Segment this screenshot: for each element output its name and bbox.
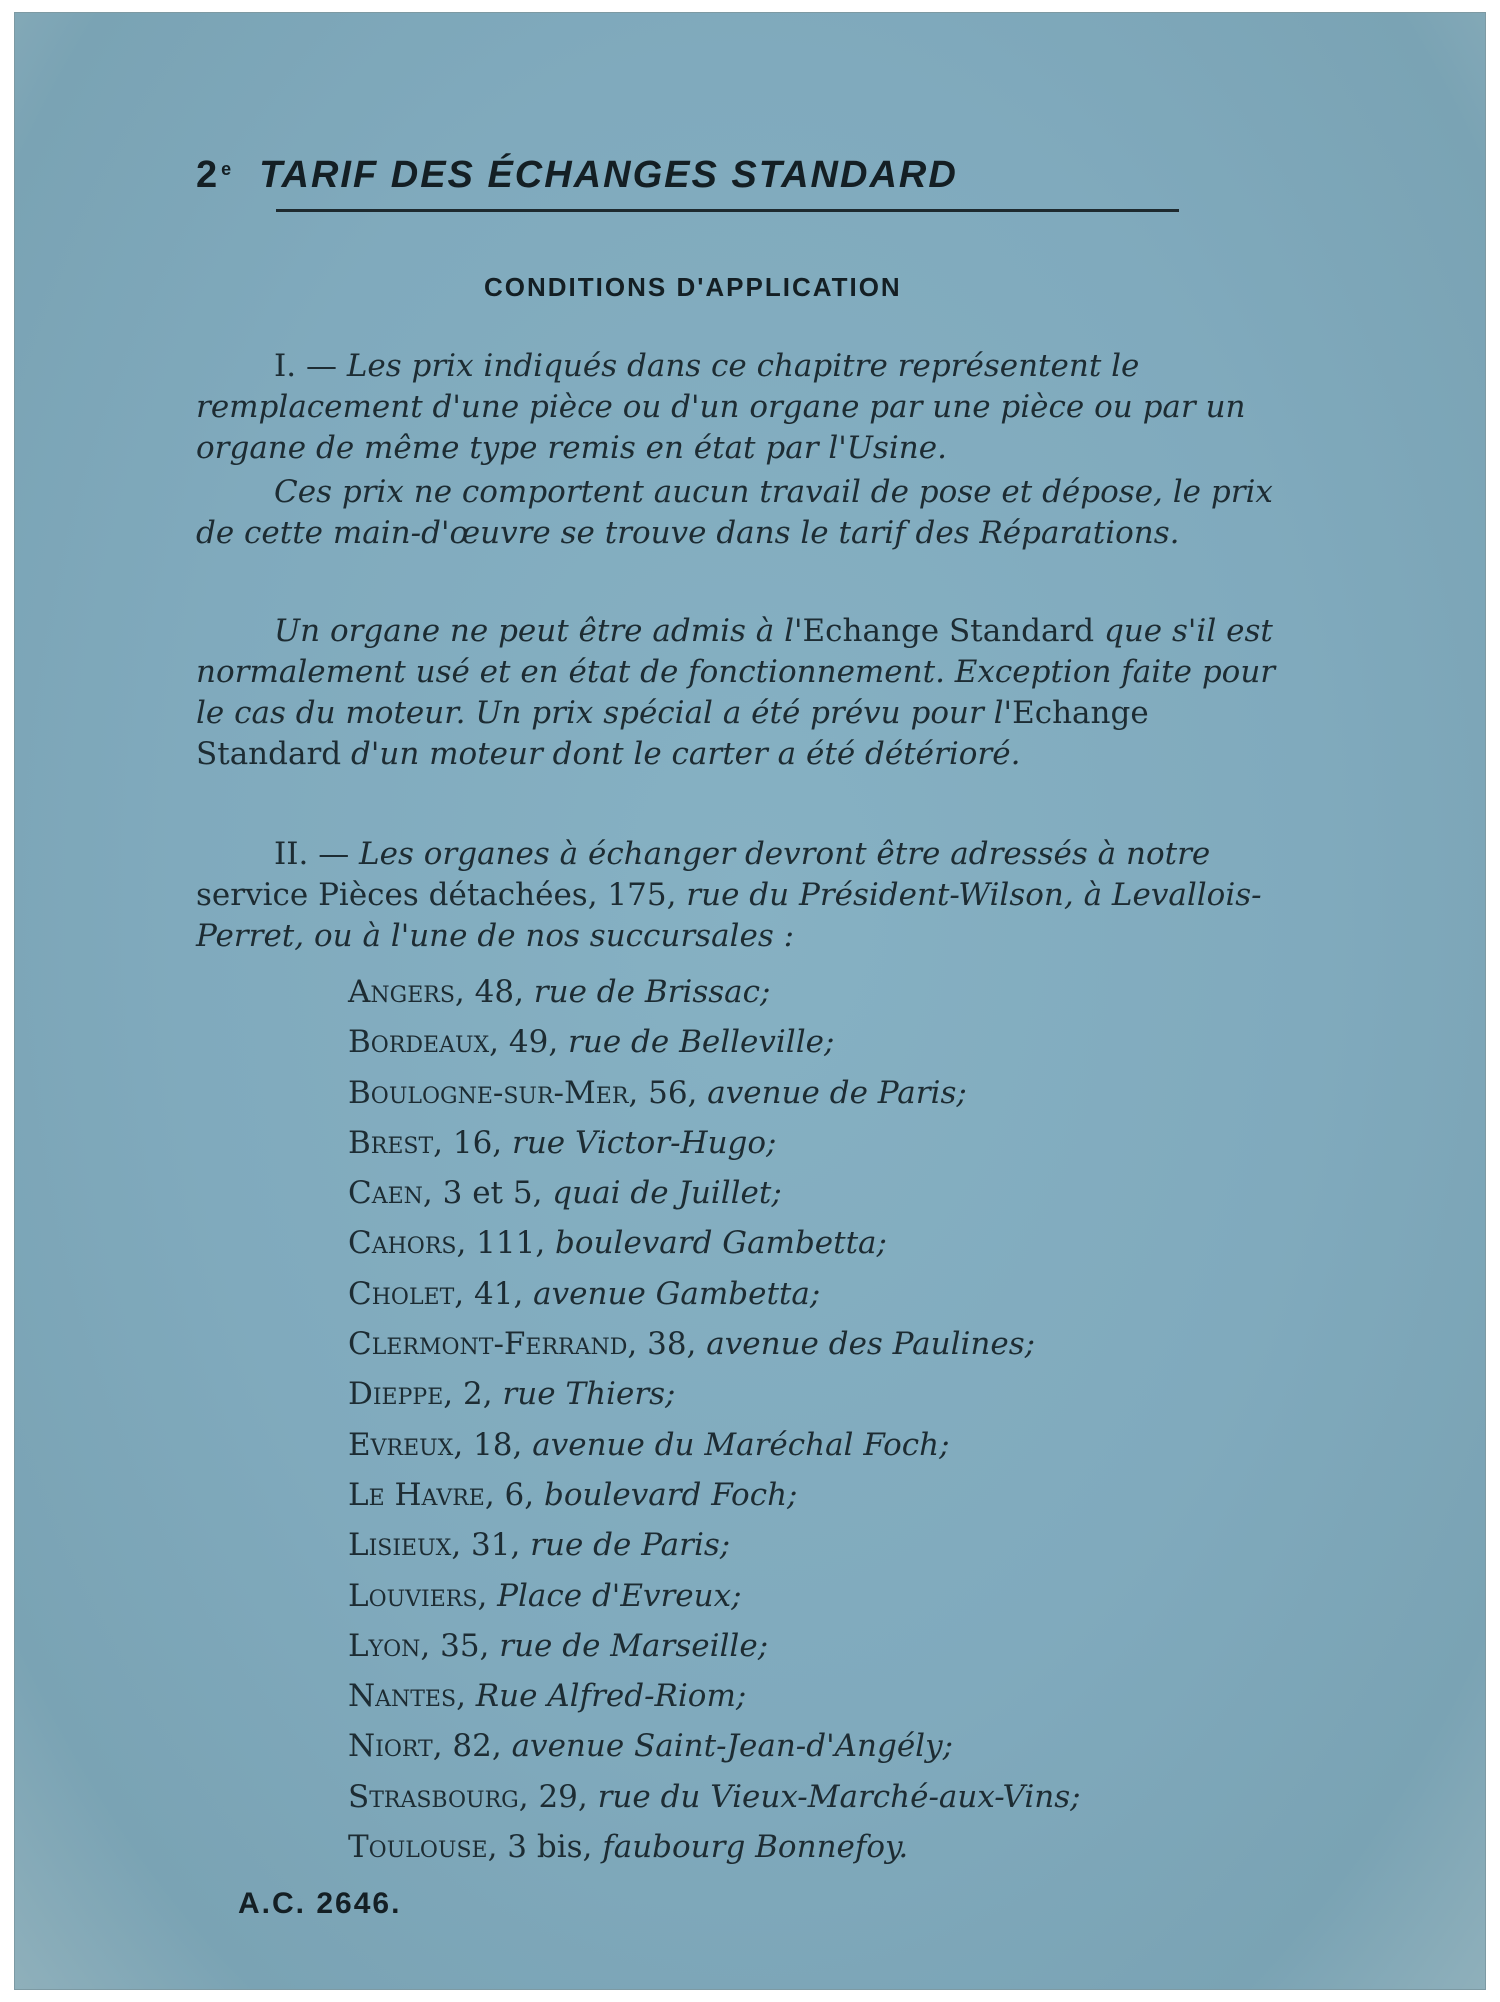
paragraph-3-text-b: Echange Standard xyxy=(802,613,1095,649)
branch-street: Rue Alfred-Riom; xyxy=(465,1678,747,1715)
branch-street: rue de Marseille; xyxy=(489,1627,769,1664)
paragraph-3-text-c: que s'il est normalement usé et en état de fonctionnement. Exception faite pour le cas du moteur. Un prix spécial a été prévu pour l' xyxy=(196,613,1276,731)
branch-item xyxy=(348,1218,1081,1268)
paragraph-1 xyxy=(196,346,1296,469)
branch-city: Cholet xyxy=(348,1275,455,1312)
title-underline xyxy=(276,209,1179,212)
branch-street: rue Victor-Hugo; xyxy=(502,1124,777,1161)
branch-number: , 41, xyxy=(454,1275,524,1312)
branch-city: Cahors xyxy=(348,1225,457,1262)
branch-street: boulevard Gambetta; xyxy=(545,1225,887,1262)
branch-city: Brest xyxy=(348,1124,434,1161)
branch-item xyxy=(348,1621,1081,1671)
branch-city: Angers xyxy=(348,974,455,1010)
branch-number: , 29, xyxy=(518,1778,588,1815)
branch-number: , 6, xyxy=(484,1476,535,1513)
branch-street: rue Thiers; xyxy=(492,1376,676,1413)
branch-item xyxy=(348,1420,1081,1470)
branch-item xyxy=(348,967,1081,1017)
paragraph-3 xyxy=(196,611,1296,775)
branch-street: avenue Gambetta; xyxy=(523,1275,821,1312)
branch-item xyxy=(348,1269,1081,1319)
branch-city: Strasbourg xyxy=(348,1778,519,1815)
branch-number: , 56, xyxy=(628,1074,698,1111)
branch-number: , 48, xyxy=(454,974,524,1010)
branch-street: faubourg Bonnefoy. xyxy=(592,1829,909,1866)
branch-number: , 3 bis, xyxy=(487,1829,593,1866)
branch-street: rue de Brissac; xyxy=(523,974,771,1010)
branch-item xyxy=(348,1068,1081,1118)
subtitle: CONDITIONS D'APPLICATION xyxy=(484,272,902,302)
branch-number: , 16, xyxy=(433,1124,503,1161)
page-title xyxy=(196,154,958,197)
section-number: 2 $^e$ xyxy=(196,154,234,196)
branch-street: avenue des Paulines; xyxy=(696,1326,1036,1363)
branch-number: , 35, xyxy=(420,1627,490,1664)
branch-number: , 18, xyxy=(453,1426,523,1463)
paragraph-2-text: Ces prix ne comportent aucun travail de pose et dépose, le prix de cette main-d'œuvre se trouve dans le tarif des Réparations. xyxy=(196,474,1273,551)
branch-item xyxy=(348,1168,1081,1218)
branch-item xyxy=(348,1571,1081,1621)
branch-street: avenue de Paris; xyxy=(697,1074,967,1111)
branch-city: Bordeaux xyxy=(348,1024,490,1061)
branch-street: avenue Saint-Jean-d'Angély; xyxy=(501,1728,954,1765)
branch-number: , 2, xyxy=(443,1376,493,1413)
paragraph-2 xyxy=(196,472,1296,554)
branch-street: rue de Belleville; xyxy=(558,1024,835,1061)
document-page xyxy=(14,12,1486,1990)
paragraph-4-text-b: service Pièces détachées, 175, xyxy=(196,877,677,913)
branch-street: rue du Vieux-Marché-aux-Vins; xyxy=(587,1778,1081,1815)
branch-street: rue de Paris; xyxy=(520,1527,731,1564)
branch-item xyxy=(348,1319,1081,1369)
branch-street: Place d'Evreux; xyxy=(487,1577,742,1614)
branch-city: Le Havre xyxy=(348,1476,485,1513)
branch-item xyxy=(348,1772,1081,1822)
branch-item xyxy=(348,1721,1081,1771)
branch-city: Boulogne-sur-Mer xyxy=(348,1074,629,1111)
paragraph-3-text-e: d'un moteur dont le carter a été détérioré. xyxy=(341,736,1021,772)
branch-number: , 3 et 5, xyxy=(422,1175,543,1212)
branch-city: Louviers xyxy=(348,1577,478,1614)
paragraph-3-text-d: Echange Standard xyxy=(196,695,1149,772)
branch-number: , 82, xyxy=(432,1728,502,1765)
branch-item xyxy=(348,1470,1081,1520)
branch-city: Nantes xyxy=(348,1678,457,1715)
branch-city: Lisieux xyxy=(348,1527,452,1564)
branch-number: , xyxy=(477,1577,488,1614)
paragraph-4-text-c: rue du Président-Wilson, à Levallois-Perret, ou à l'une de nos succursales : xyxy=(196,877,1262,954)
branch-city: Dieppe xyxy=(348,1376,444,1413)
paragraph-4 xyxy=(196,834,1296,957)
branch-number: , 49, xyxy=(489,1024,559,1061)
branch-item xyxy=(348,1118,1081,1168)
branch-city: Niort xyxy=(348,1728,433,1765)
branch-street: quai de Juillet; xyxy=(542,1175,782,1212)
branch-item xyxy=(348,1822,1081,1872)
branch-city: Clermont-Ferrand xyxy=(348,1326,628,1363)
branch-number: , 111, xyxy=(456,1225,546,1262)
branch-item xyxy=(348,1369,1081,1419)
document-reference: A.C. 2646. xyxy=(238,1887,402,1920)
paragraph-1-text: Les prix indiqués dans ce chapitre représentent le remplacement d'une pièce ou d'un organe par une pièce ou par un organe de même type remis en état par l'Usine. xyxy=(196,348,1246,466)
branch-number: , 31, xyxy=(451,1527,521,1564)
branch-item xyxy=(348,1017,1081,1067)
paragraph-3-text-a: Un organe ne peut être admis à l' xyxy=(274,613,803,649)
branch-number: , 38, xyxy=(627,1326,697,1363)
title-text: TARIF DES ÉCHANGES STANDARD xyxy=(259,154,958,196)
paragraph-4-text-a: Les organes à échanger devront être adressés à notre xyxy=(349,836,1211,872)
branch-item xyxy=(348,1671,1081,1721)
branch-street: boulevard Foch; xyxy=(534,1476,798,1513)
branch-list xyxy=(348,967,1081,1872)
paragraph-1-label: I. — xyxy=(274,348,337,384)
branch-city: Caen xyxy=(348,1175,423,1212)
branch-item xyxy=(348,1520,1081,1570)
paragraph-4-label: II. — xyxy=(274,836,350,872)
branch-number: , xyxy=(456,1678,466,1715)
branch-city: Evreux xyxy=(348,1426,454,1463)
branch-street: avenue du Maréchal Foch; xyxy=(522,1426,950,1463)
branch-city: Toulouse xyxy=(348,1829,488,1866)
branch-city: Lyon xyxy=(348,1627,421,1664)
